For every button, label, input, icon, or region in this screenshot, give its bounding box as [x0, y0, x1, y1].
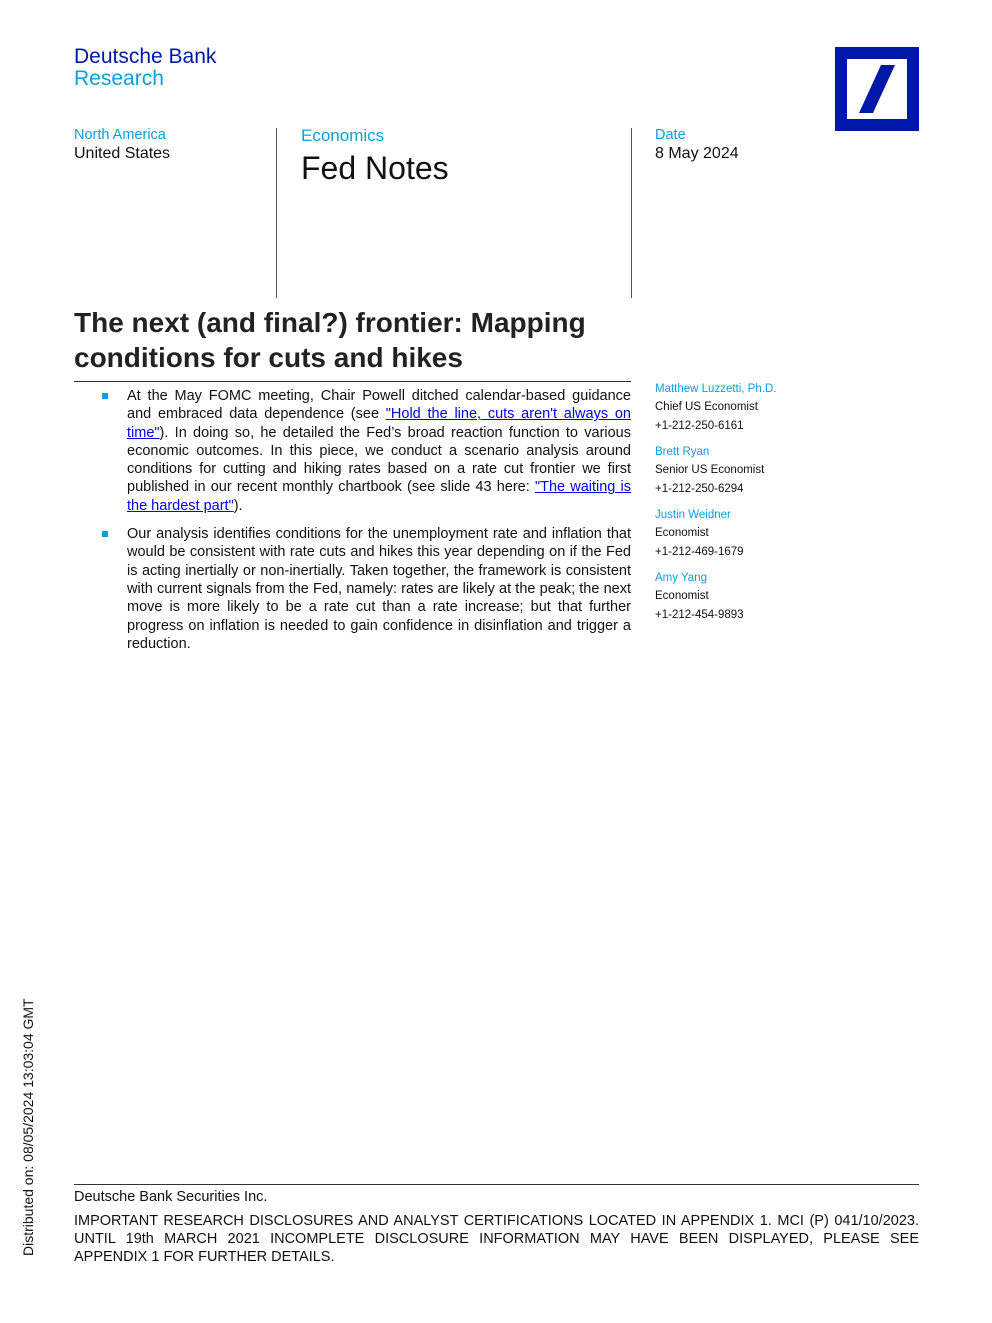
- author-role: Chief US Economist: [655, 401, 758, 413]
- region-value: United States: [74, 145, 171, 162]
- author-phone: +1-212-469-1679: [655, 545, 744, 558]
- author-list: [655, 380, 905, 632]
- bullet-text: Our analysis identifies conditions for the unemployment rate and inflation that would be consistent with rate cuts and hikes this year depending on if the Fed is acting inertially or non-inertially. Taken together, the framework is consistent with current signals from the Fed, namely: rates are likely at the peak; the next move is more likely to be a rate cut than a rate increase; but that further progress on inflation is needed to gain confidence in disinflation and trigger a reduction.: [127, 526, 631, 652]
- column-divider-right: [631, 128, 632, 298]
- distribution-stamp: Distributed on: 08/05/2024 13:03:04 GMT: [20, 998, 36, 1256]
- square-bullet-icon: [102, 531, 108, 537]
- date-value: 8 May 2024: [655, 145, 739, 162]
- summary-bullet: [100, 525, 631, 653]
- link-hold-the-line[interactable]: "Hold the line, cuts aren't always on time": [127, 406, 631, 441]
- category-block: [301, 126, 449, 188]
- footer-disclosure: IMPORTANT RESEARCH DISCLOSURES AND ANALYST CERTIFICATIONS LOCATED IN APPENDIX 1. MCI (P) 041/10/2023. UNTIL 19th MARCH 2021 INCOMPLETE DISCLOSURE INFORMATION MAY HAVE BEEN DISPLAYED, PLEASE SEE APPENDIX 1 FOR FURTHER DETAILS.: [74, 1213, 919, 1265]
- brand-wordmark: [74, 45, 216, 90]
- square-bullet-icon: [102, 393, 108, 399]
- region-label: North America: [74, 127, 166, 143]
- author-entry: [655, 569, 905, 624]
- author-role: Economist: [655, 527, 709, 539]
- author-name: Justin Weidner: [655, 509, 731, 521]
- link-the-waiting[interactable]: "The waiting is the hardest part": [127, 479, 632, 514]
- bullet-text: At the May FOMC meeting, Chair Powell ditched calendar-based guidance and embraced data dependence (see: [127, 388, 631, 423]
- summary-bullets: [100, 387, 631, 663]
- author-entry: [655, 443, 905, 498]
- date-block: [655, 127, 739, 163]
- bullet-text: ).: [233, 497, 243, 514]
- summary-bullet: [100, 387, 631, 515]
- bullet-text: ). In doing so, he detailed the Fed’s broad reaction function to various economic outcomes. In this piece, we conduct a scenario analysis around conditions for cutting and hiking rates based on a rate cut frontier we first published in our recent monthly chartbook (see slide 43 here:: [127, 424, 631, 496]
- author-name: Brett Ryan: [655, 446, 710, 458]
- region-block: [74, 127, 170, 163]
- deutsche-bank-logo-icon: [835, 47, 919, 131]
- author-role: Economist: [655, 590, 709, 602]
- headline-rule: [74, 381, 631, 382]
- brand-name: Deutsche Bank: [74, 45, 217, 68]
- author-name: Matthew Luzzetti, Ph.D.: [655, 383, 777, 395]
- report-headline: The next (and final?) frontier: Mapping conditions for cuts and hikes: [74, 307, 586, 373]
- column-divider-left: [276, 128, 277, 298]
- author-phone: +1-212-250-6294: [655, 482, 744, 495]
- footer-rule: [74, 1184, 919, 1185]
- date-label: Date: [655, 127, 686, 143]
- author-phone: +1-212-250-6161: [655, 419, 744, 432]
- author-entry: [655, 380, 905, 435]
- footer-company: Deutsche Bank Securities Inc.: [74, 1189, 268, 1205]
- logo-slash-icon: [847, 59, 907, 119]
- author-name: Amy Yang: [655, 572, 707, 584]
- brand-division: Research: [74, 67, 164, 90]
- category-label: Economics: [301, 126, 385, 145]
- author-role: Senior US Economist: [655, 464, 765, 476]
- author-entry: [655, 506, 905, 561]
- author-phone: +1-212-454-9893: [655, 608, 744, 621]
- series-title: Fed Notes: [301, 150, 449, 186]
